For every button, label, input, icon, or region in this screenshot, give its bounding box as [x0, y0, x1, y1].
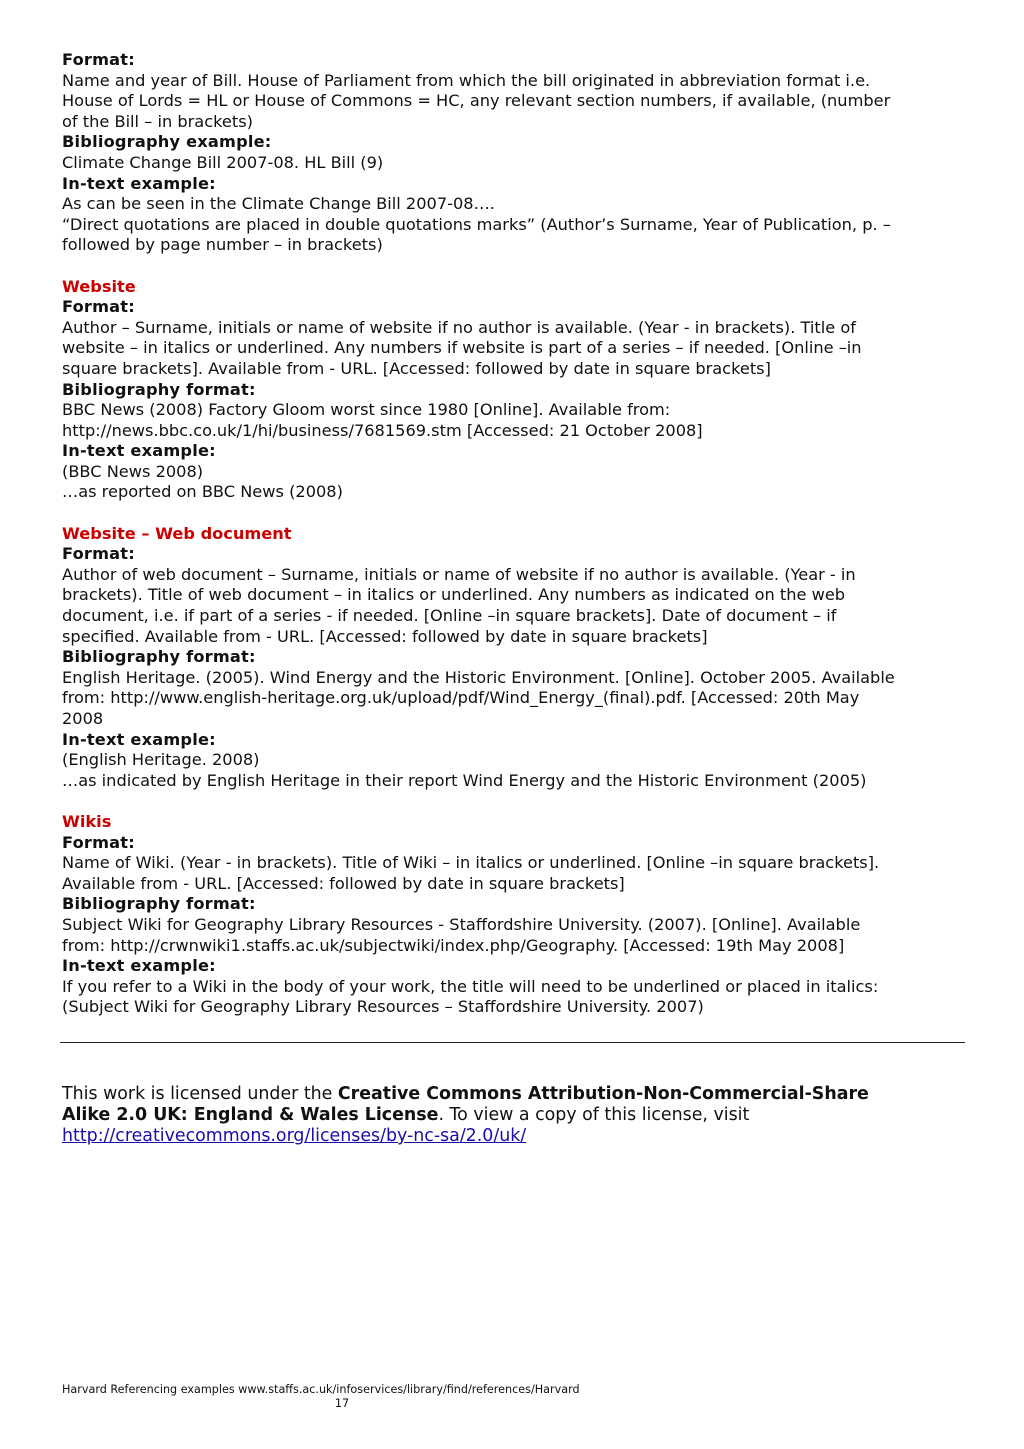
section-web-document: [62, 524, 967, 792]
web-document-format-line: brackets). Title of web document – in italics or underlined. Any numbers as indicated on the web: [62, 585, 846, 605]
license-suffix: . To view a copy of this license, visit: [438, 1105, 750, 1125]
wikis-heading: Wikis: [62, 811, 112, 831]
license-link[interactable]: http://creativecommons.org/licenses/by-nc-sa/2.0/uk/: [62, 1126, 527, 1146]
website-bibliography-line: http://news.bbc.co.uk/1/hi/business/7681569.stm [Accessed: 21 October 2008]: [62, 420, 703, 440]
web-document-bibliography-line: from: http://www.english-heritage.org.uk/upload/pdf/Wind_Energy_(final).pdf. [Accessed: 20th May: [62, 688, 860, 708]
bill-format-line: House of Lords = HL or House of Commons = HC, any relevant section numbers, if available, (number: [62, 91, 891, 111]
spacer: [62, 503, 967, 524]
bibliography-format-label: Bibliography format:: [62, 894, 256, 914]
intext-example-label: In-text example:: [62, 729, 216, 749]
bibliography-format-label: Bibliography format:: [62, 647, 256, 667]
section-wikis: [62, 812, 967, 1018]
bill-format-line: of the Bill – in brackets): [62, 111, 253, 131]
wikis-bibliography-line: from: http://crwnwiki1.staffs.ac.uk/subjectwiki/index.php/Geography. [Accessed: 19th May 2008]: [62, 935, 845, 955]
bill-intext-line: followed by page number – in brackets): [62, 235, 383, 255]
horizontal-rule: [60, 1042, 965, 1043]
license-line-2: [62, 1105, 967, 1126]
license-line-1: [62, 1084, 967, 1105]
page-number: 17: [334, 1397, 350, 1410]
bill-format-line: Name and year of Bill. House of Parliament from which the bill originated in abbreviation format i.e.: [62, 70, 871, 90]
intext-example-label: In-text example:: [62, 173, 216, 193]
wikis-format-line: Name of Wiki. (Year - in brackets). Title of Wiki – in italics or underlined. [Online –in square brackets].: [62, 853, 880, 873]
wikis-format-line: Available from - URL. [Accessed: followed by date in square brackets]: [62, 873, 625, 893]
license-name-part-1: Creative Commons Attribution-Non-Commercial-Share: [337, 1084, 869, 1104]
bibliography-format-label: Bibliography format:: [62, 379, 256, 399]
web-document-intext-line: (English Heritage. 2008): [62, 750, 260, 770]
license-line-3: [62, 1126, 967, 1147]
section-bill: [62, 50, 967, 256]
web-document-heading: Website – Web document: [62, 523, 292, 543]
spacer: [62, 256, 967, 277]
website-format-line: website – in italics or underlined. Any numbers if website is part of a series – if needed. [Online –in: [62, 338, 862, 358]
format-label: Format:: [62, 50, 135, 69]
section-website: [62, 277, 967, 504]
license-name-part-2: Alike 2.0 UK: England & Wales License: [62, 1105, 439, 1125]
web-document-bibliography-line: English Heritage. (2005). Wind Energy and the Historic Environment. [Online]. October 2005. Available: [62, 667, 895, 687]
license-notice: [62, 1084, 967, 1147]
bill-bibliography: Climate Change Bill 2007-08. HL Bill (9): [62, 152, 384, 172]
wikis-intext-line: (Subject Wiki for Geography Library Resources – Staffordshire University. 2007): [62, 997, 704, 1017]
spacer: [62, 791, 967, 812]
format-label: Format:: [62, 544, 135, 564]
website-format-line: Author – Surname, initials or name of website if no author is available. (Year - in brackets). Title of: [62, 317, 856, 337]
bill-intext-line: “Direct quotations are placed in double quotations marks” (Author’s Surname, Year of Publication, p. –: [62, 214, 891, 234]
format-label: Format:: [62, 832, 135, 852]
license-prefix: This work is licensed under the: [62, 1084, 338, 1104]
web-document-bibliography-line: 2008: [62, 709, 104, 728]
wikis-intext-line: If you refer to a Wiki in the body of your work, the title will need to be underlined or placed in italics:: [62, 976, 879, 996]
website-format-line: square brackets]. Available from - URL. [Accessed: followed by date in square brackets]: [62, 358, 771, 378]
web-document-intext-line: …as indicated by English Heritage in their report Wind Energy and the Historic Environment (2005): [62, 770, 867, 790]
document-body: [62, 50, 967, 1018]
website-intext-line: …as reported on BBC News (2008): [62, 482, 343, 502]
format-label: Format:: [62, 297, 135, 317]
web-document-format-line: specified. Available from - URL. [Accessed: followed by date in square brackets]: [62, 626, 708, 646]
website-intext-line: (BBC News 2008): [62, 461, 204, 481]
intext-example-label: In-text example:: [62, 956, 216, 976]
intext-example-label: In-text example:: [62, 441, 216, 461]
footer-text: Harvard Referencing examples www.staffs.ac.uk/infoservices/library/find/references/Harvard: [62, 1383, 580, 1396]
bill-intext-line: As can be seen in the Climate Change Bill 2007-08….: [62, 194, 495, 214]
wikis-bibliography-line: Subject Wiki for Geography Library Resources - Staffordshire University. (2007). [Online]. Available: [62, 914, 861, 934]
web-document-format-line: Author of web document – Surname, initials or name of website if no author is available. (Year - in: [62, 564, 856, 584]
page-footer: [62, 1383, 622, 1411]
web-document-format-line: document, i.e. if part of a series - if needed. [Online –in square brackets]. Date of document – if: [62, 606, 837, 626]
website-heading: Website: [62, 276, 136, 296]
website-bibliography-line: BBC News (2008) Factory Gloom worst since 1980 [Online]. Available from:: [62, 400, 671, 420]
bibliography-example-label: Bibliography example:: [62, 132, 272, 152]
